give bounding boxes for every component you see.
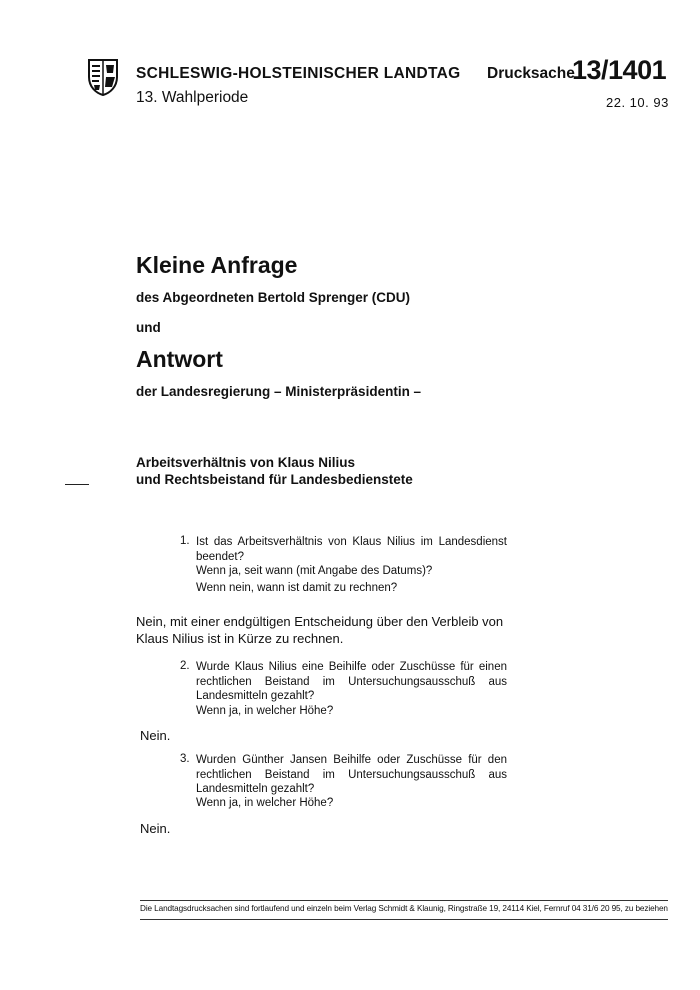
question-3-number: 3. [180,753,190,765]
subject-title-line-1: Arbeitsverhältnis von Klaus Nilius [136,455,356,470]
questioner-line: des Abgeordneten Bertold Sprenger (CDU) [136,290,411,305]
question-1-text: Ist das Arbeitsverhältnis von Klaus Nilius im Landesdienst beendet? [196,536,507,563]
footer-rule-top [140,900,668,901]
question-1-followup-1: Wenn ja, seit wann (mit Angabe des Datums)? [196,565,433,577]
conjunction-und: und [136,320,161,335]
responder-line: der Landesregierung – Ministerpräsidentin – [136,384,422,399]
question-1-followup-2: Wenn nein, wann ist damit zu rechnen? [196,582,398,594]
footer-rule-bottom [140,919,668,920]
question-3-followup-1: Wenn ja, in welcher Höhe? [196,797,334,809]
document-date: 22. 10. 93 [606,95,669,110]
margin-mark [65,484,89,485]
parliament-name: SCHLESWIG-HOLSTEINISCHER LANDTAG [136,65,461,82]
question-1-number: 1. [180,535,190,547]
question-2-number: 2. [180,660,190,672]
question-2-text: Wurde Klaus Nilius eine Beihilfe oder Zuschüsse für einen rechtlichen Beistand im Untersuchungsausschuß aus Landesmitteln gezahlt? [196,661,507,702]
coat-of-arms-icon [86,57,120,97]
drucksache-label: Drucksache [487,65,575,82]
answer-1: Nein, mit einer endgültigen Entscheidung über den Verbleib von Klaus Nilius ist in Kürze zu rechnen. [136,614,504,646]
answer-2: Nein. [140,728,171,743]
question-2-followup-1: Wenn ja, in welcher Höhe? [196,705,334,717]
drucksache-number: 13/1401 [572,55,667,85]
legislative-period: 13. Wahlperiode [136,89,249,106]
answer-3: Nein. [140,821,171,836]
subject-title-line-2: und Rechtsbeistand für Landesbedienstete [136,472,413,487]
heading-kleine-anfrage: Kleine Anfrage [136,252,298,278]
heading-antwort: Antwort [136,346,223,372]
question-3-text: Wurden Günther Jansen Beihilfe oder Zuschüsse für den rechtlichen Beistand im Untersuchungsausschuß aus Landesmitteln gezahlt? [196,754,507,795]
footer-publisher-note: Die Landtagsdrucksachen sind fortlaufend und einzeln beim Verlag Schmidt & Klaunig, Ringstraße 19, 24114 Kiel, Fernruf 04 31/6 20 95, zu beziehen [140,904,668,913]
